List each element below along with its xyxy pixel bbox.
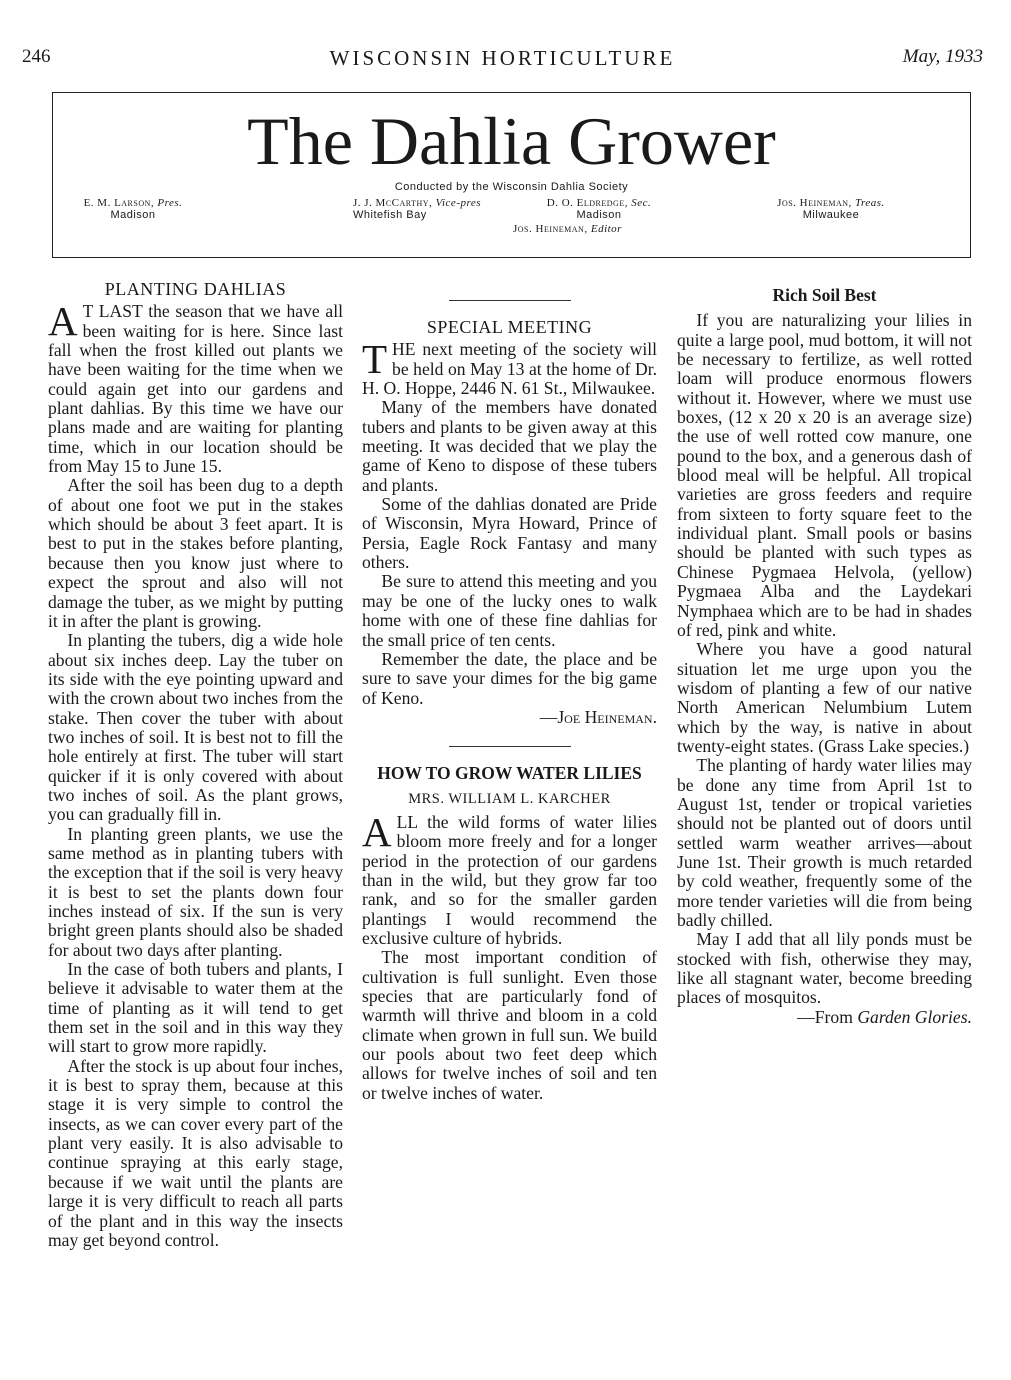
article-paragraph: The planting of hardy water lilies may be done any time from April 1st to August 1st, tender or tropical varieties should not be planted out of doors until settled warm weather arrives—about June 1st. Their growth is much retarded by cold weather, frequently some of the more tender varieties will die from being badly chilled.	[677, 755, 972, 930]
article-paragraph: In planting the tubers, dig a wide hole about six inches deep. Lay the tuber on its side with the eye pointing upward and with the crown about two inches from the stake. Then cover the tuber with about two inches of soil. It is best not to fill the hole entirely at first. The tuber will start quicker if it is only covered with about two inches of soil. As the plant grows, you can gradually fill in.	[48, 630, 343, 825]
drop-cap: A	[362, 808, 392, 855]
article-signature: —Joe Heineman.	[539, 706, 657, 727]
masthead	[52, 92, 971, 258]
conducted-by: Conducted by the Wisconsin Dahlia Society	[394, 181, 629, 193]
officer-name: Jos. Heineman,	[777, 197, 852, 209]
article-paragraph: Where you have a good natural situation let me urge upon you the wisdom of planting a few of our native North American Nelumbium Lutem which by the way, is native in about twenty-eight states. (Grass Lake species.)	[677, 639, 972, 756]
article-title: PLANTING DAHLIAS	[104, 279, 287, 299]
article-title: HOW TO GROW WATER LILIES	[377, 763, 642, 784]
article-title: SPECIAL MEETING	[426, 317, 593, 337]
officer-name: E. M. Larson,	[83, 197, 155, 209]
article-planting-dahlias	[48, 280, 343, 1250]
officer-editor	[513, 223, 622, 235]
paragraph-text: LL the wild forms of water lilies bloom more freely and for a longer period in the protection of our gardens than in the wild, but they grow far too rank, and so for the smaller garden plantings I would recommend the exclusive culture of hybrids.	[362, 811, 657, 948]
officer-place: Whitefish Bay	[353, 209, 427, 221]
article-water-lilies	[362, 764, 657, 1103]
section-title: The Dahlia Grower	[247, 103, 776, 179]
officer-president	[81, 197, 185, 221]
article-paragraph: The most important condition of cultivation is full sunlight. Even those species that are particularly fond of warmth will thrive and bloom in a cold climate when grown in full sun. We build our pools about two feet deep which allows for twelve inches of soil and ten or twelve inches of water.	[362, 947, 657, 1103]
article-byline: MRS. WILLIAM L. KARCHER	[408, 790, 611, 807]
article-paragraph: Be sure to attend this meeting and you may be one of the lucky ones to walk home with one of these fine dahlias for the small price of ten cents.	[362, 571, 657, 650]
officer-name: D. O. Eldredge,	[546, 197, 628, 209]
column-three	[677, 280, 972, 1027]
article-paragraph: Some of the dahlias donated are Pride of Wisconsin, Myra Howard, Prince of Persia, Eagle Rock Fantasy and many others.	[362, 494, 657, 573]
column-two	[362, 280, 657, 1103]
officer-name: J. J. McCarthy,	[353, 197, 433, 209]
article-paragraph: If you are naturalizing your lilies in quite a large pool, mud bottom, it will not be necessary to fertilize, as well rotted loam will produce enormous flowers without it. However, where we must use boxes, (12 x 20 x 20 is an average size) the use of well rotted cow manure, one pound to the box, and a generous dash of blood meal will be helpful. All tropical varieties are gross feeders and require from sixteen to forty square feet to the individual plant. Small pools or basins should be planted with such types as Chinese Pygmaea Helvola, (yellow) Pygmaea Alba and the Laydekari Nymphaea which are to be had in shades of red, pink and white.	[677, 310, 972, 640]
drop-cap: A	[48, 298, 78, 345]
officer-role: Sec.	[631, 197, 652, 209]
paragraph-text: HE next meeting of the society will be held on May 13 at the home of Dr. H. O. Hoppe, 2446 N. 61 St., Milwaukee.	[362, 339, 657, 399]
officer-vice-president	[353, 197, 493, 221]
article-paragraph	[362, 336, 657, 399]
article-paragraph: Remember the date, the place and be sure to save your dimes for the big game of Keno.	[362, 648, 657, 708]
officer-place: Milwaukee	[802, 209, 860, 221]
officer-treasurer	[767, 197, 895, 221]
officer-secretary	[539, 197, 659, 221]
divider-rule	[449, 300, 571, 301]
editor-role: Editor	[590, 223, 622, 235]
officer-role: Pres.	[157, 197, 183, 209]
article-paragraph: In planting green plants, we use the same method as in planting tubers with the exception that if the soil is very heavy it is best to set the plants down four inches instead of six. If the sun is very bright green plants should also be shaded for about two days after planting.	[48, 823, 343, 960]
article-paragraph: May I add that all lily ponds must be stocked with fish, otherwise they may, like all stagnant water, become breeding places of mosquitos.	[677, 929, 972, 1008]
article-subhead: Rich Soil Best	[772, 285, 877, 305]
running-head	[22, 46, 983, 76]
article-paragraph: In the case of both tubers and plants, I believe it advisable to water them at the time of planting as it will tend to get them set in the soil and in this way they will start to grow more rapidly.	[48, 959, 343, 1057]
source-prefix: —From	[797, 1006, 853, 1027]
article-special-meeting	[362, 318, 657, 727]
page-number: 246	[22, 46, 51, 67]
source-title: Garden Glories.	[857, 1006, 972, 1027]
divider-rule	[449, 746, 571, 747]
editor-name: Jos. Heineman,	[513, 223, 588, 235]
officer-place: Madison	[110, 209, 156, 221]
article-paragraph: Many of the members have donated tubers and plants to be given away at this meeting. It was decided that we play the game of Keno to dispose of these tubers and plants.	[362, 397, 657, 495]
magazine-title: WISCONSIN HORTICULTURE	[329, 46, 676, 70]
article-paragraph	[48, 298, 343, 477]
drop-cap: T	[362, 336, 388, 383]
officer-place: Madison	[576, 209, 622, 221]
officer-role: Treas.	[855, 197, 885, 209]
paragraph-text: T LAST the season that we have all been waiting for is here. Since last fall when the frost killed out plants we have been waiting for the time when we could again get into our gardens and plant dahlias. By this time we have our plans made and are waiting for planting time, which in our location should be from May 15 to June 15.	[48, 301, 343, 477]
article-source	[677, 1008, 972, 1027]
article-paragraph: After the stock is up about four inches, it is best to spray them, because at this stage it is very simple to control the insects, as we can cover every part of the plant very easily. It is also advisable to continue spraying at this early stage, because if we wait until the plants are large it is very difficult to reach all parts of the plant and in this way the insects may get beyond control.	[48, 1055, 343, 1250]
issue-date: May, 1933	[902, 46, 983, 67]
officer-role: Vice-pres	[435, 197, 482, 209]
article-paragraph	[362, 808, 657, 948]
article-paragraph: After the soil has been dug to a depth of about one foot we put in the stakes which should be about 3 feet apart. It is best to put in the stakes before planting, because then you know just where to expect the sprout and also will not damage the tuber, as we might by putting it in after the plant is growing.	[48, 475, 343, 631]
